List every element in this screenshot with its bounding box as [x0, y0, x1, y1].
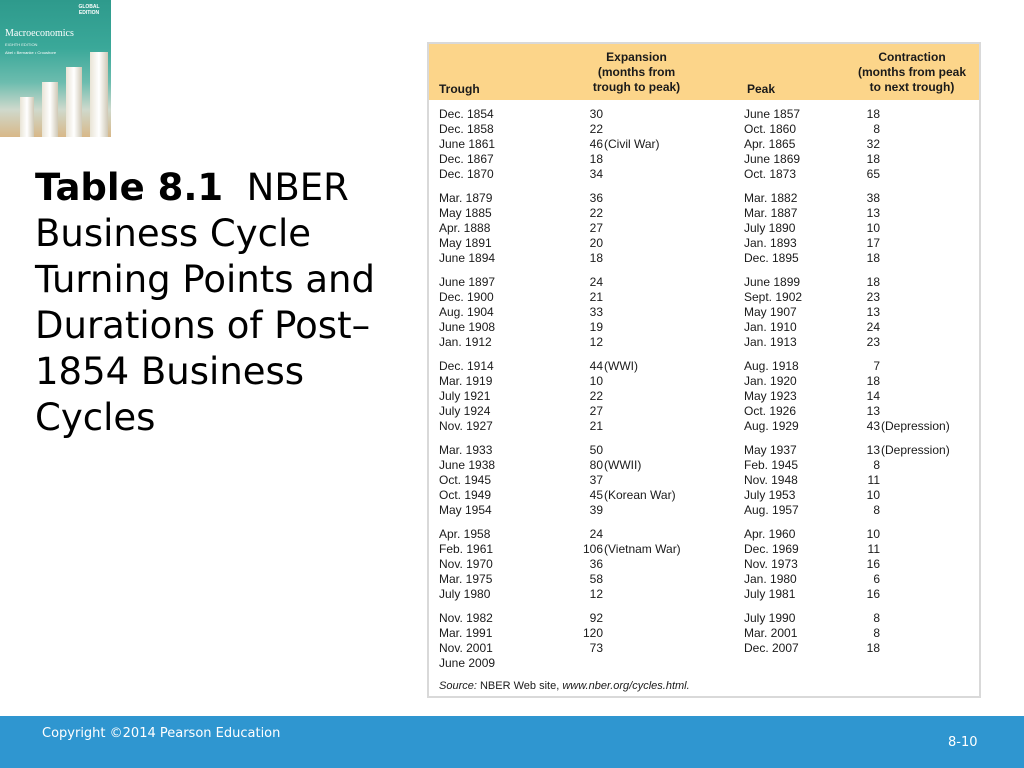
cell-contraction: 6 — [873, 572, 880, 586]
cell-trough: Apr. 1888 — [439, 221, 491, 235]
table-row-group — [429, 275, 979, 350]
cell-expansion: 20 — [589, 236, 603, 250]
cell-contraction-note: (Depression) — [881, 419, 950, 433]
table-row-group — [429, 107, 979, 182]
table-row — [429, 221, 979, 236]
cell-trough: Oct. 1945 — [439, 473, 492, 487]
cell-expansion: 21 — [589, 419, 603, 433]
cover-pillar — [66, 67, 82, 137]
cell-expansion: 120 — [582, 626, 603, 640]
cell-trough: June 1897 — [439, 275, 496, 289]
cell-expansion: 22 — [589, 122, 603, 136]
cell-peak: Feb. 1945 — [744, 458, 799, 472]
table-row — [429, 542, 979, 557]
cell-contraction: 13 — [866, 443, 880, 457]
cell-peak: June 1857 — [744, 107, 801, 121]
cell-trough: Aug. 1904 — [439, 305, 494, 319]
cell-expansion: 39 — [589, 503, 603, 517]
cell-trough: June 1894 — [439, 251, 496, 265]
cell-peak: May 1937 — [744, 443, 797, 457]
cell-trough: June 2009 — [439, 656, 496, 670]
table-row — [429, 359, 979, 374]
cell-expansion: 50 — [589, 443, 603, 457]
cell-contraction: 8 — [873, 458, 880, 472]
cell-contraction-note: (Depression) — [881, 443, 950, 457]
table-row — [429, 503, 979, 518]
cell-peak: Nov. 1973 — [744, 557, 798, 571]
cell-peak: Mar. 2001 — [744, 626, 798, 640]
cell-expansion: 34 — [589, 167, 603, 181]
cell-trough: Feb. 1961 — [439, 542, 494, 556]
cell-expansion: 24 — [589, 527, 603, 541]
cell-contraction: 10 — [866, 488, 880, 502]
cell-trough: Nov. 1982 — [439, 611, 493, 625]
cell-expansion: 21 — [589, 290, 603, 304]
slide-title-label: Table 8.1 — [35, 166, 224, 209]
table-row — [429, 167, 979, 182]
cell-peak: Oct. 1873 — [744, 167, 797, 181]
cell-trough: May 1885 — [439, 206, 492, 220]
cell-contraction: 16 — [866, 557, 880, 571]
cell-trough: Jan. 1912 — [439, 335, 492, 349]
source-text: NBER Web site, — [476, 680, 563, 692]
cell-expansion: 10 — [589, 374, 603, 388]
table-row — [429, 641, 979, 656]
cell-expansion: 58 — [589, 572, 603, 586]
cell-expansion: 92 — [589, 611, 603, 625]
book-authors: Abel • Bernanke • Croushore — [5, 50, 57, 55]
cell-expansion-note: (Civil War) — [604, 137, 660, 151]
cell-trough: Mar. 1933 — [439, 443, 493, 457]
cell-trough: Mar. 1879 — [439, 191, 493, 205]
cell-contraction: 8 — [873, 611, 880, 625]
cell-contraction: 13 — [866, 404, 880, 418]
cell-peak: Mar. 1887 — [744, 206, 798, 220]
table-row-group — [429, 443, 979, 518]
cell-contraction: 8 — [873, 122, 880, 136]
table-row-group — [429, 359, 979, 434]
cell-expansion: 27 — [589, 404, 603, 418]
cell-trough: July 1921 — [439, 389, 491, 403]
cell-peak: Nov. 1948 — [744, 473, 798, 487]
cell-peak: Aug. 1957 — [744, 503, 799, 517]
cell-peak: Jan. 1980 — [744, 572, 797, 586]
cell-peak: Mar. 1882 — [744, 191, 798, 205]
cell-contraction: 18 — [866, 251, 880, 265]
cell-peak: Jan. 1910 — [744, 320, 797, 334]
table-row — [429, 137, 979, 152]
cell-trough: Dec. 1867 — [439, 152, 494, 166]
cell-expansion: 33 — [589, 305, 603, 319]
cell-contraction: 13 — [866, 206, 880, 220]
cell-contraction: 24 — [866, 320, 880, 334]
cell-peak: Oct. 1860 — [744, 122, 797, 136]
header-contraction-line3: to next trough) — [869, 80, 955, 94]
table-row — [429, 389, 979, 404]
cell-trough: Mar. 1991 — [439, 626, 493, 640]
header-expansion-line3: trough to peak) — [592, 80, 681, 94]
cell-peak: June 1899 — [744, 275, 801, 289]
cell-trough: Nov. 2001 — [439, 641, 493, 655]
book-title: Macroeconomics — [5, 28, 74, 39]
cell-peak: July 1990 — [744, 611, 796, 625]
cell-trough: Dec. 1870 — [439, 167, 494, 181]
cell-trough: Nov. 1970 — [439, 557, 493, 571]
cell-trough: May 1954 — [439, 503, 492, 517]
cell-trough: Mar. 1975 — [439, 572, 493, 586]
cell-expansion: 18 — [589, 152, 603, 166]
cell-contraction: 11 — [867, 473, 880, 487]
cell-contraction: 18 — [866, 374, 880, 388]
table-row — [429, 626, 979, 641]
cell-expansion: 12 — [589, 335, 603, 349]
header-contraction-line1: Contraction — [878, 50, 946, 64]
cell-peak: Apr. 1960 — [744, 527, 796, 541]
cell-trough: Dec. 1854 — [439, 107, 494, 121]
cell-contraction: 18 — [866, 641, 880, 655]
table-row — [429, 557, 979, 572]
cell-contraction: 14 — [866, 389, 880, 403]
cell-trough: July 1980 — [439, 587, 491, 601]
cell-expansion: 37 — [589, 473, 603, 487]
cover-pillar — [20, 97, 34, 137]
cell-expansion: 45 — [589, 488, 603, 502]
cell-expansion: 106 — [582, 542, 603, 556]
cell-trough: July 1924 — [439, 404, 491, 418]
table-row — [429, 443, 979, 458]
cell-contraction: 8 — [873, 626, 880, 640]
cell-trough: Dec. 1858 — [439, 122, 494, 136]
cell-expansion: 80 — [589, 458, 603, 472]
cell-contraction: 18 — [866, 107, 880, 121]
table-row — [429, 488, 979, 503]
table-source — [439, 680, 690, 692]
copyright-text: Copyright ©2014 Pearson Education — [42, 726, 281, 741]
header-expansion — [579, 50, 694, 95]
header-expansion-line2: (months from — [597, 65, 676, 79]
cell-contraction: 18 — [866, 152, 880, 166]
cell-peak: Apr. 1865 — [744, 137, 796, 151]
cell-expansion: 22 — [589, 206, 603, 220]
cell-expansion-note: (WWII) — [604, 458, 642, 472]
table-row — [429, 275, 979, 290]
table-row-group — [429, 191, 979, 266]
header-contraction-line2: (months from peak — [857, 65, 966, 79]
cell-expansion-note: (WWI) — [604, 359, 638, 373]
cell-peak: Aug. 1929 — [744, 419, 799, 433]
cell-peak: May 1907 — [744, 305, 797, 319]
cell-contraction: 10 — [866, 221, 880, 235]
cell-expansion: 19 — [589, 320, 603, 334]
cell-trough: Mar. 1919 — [439, 374, 493, 388]
cell-expansion: 12 — [589, 587, 603, 601]
slide-footer — [0, 716, 1024, 768]
cell-expansion-note: (Korean War) — [604, 488, 676, 502]
business-cycle-table — [427, 42, 981, 698]
cell-peak: July 1981 — [744, 587, 796, 601]
cell-expansion: 27 — [589, 221, 603, 235]
header-contraction — [847, 50, 977, 95]
source-label: Source: — [439, 680, 477, 692]
cell-contraction: 16 — [866, 587, 880, 601]
cell-trough: Dec. 1914 — [439, 359, 494, 373]
table-row — [429, 251, 979, 266]
cell-peak: Aug. 1918 — [744, 359, 799, 373]
cell-trough: Dec. 1900 — [439, 290, 494, 304]
source-url: www.nber.org/cycles.html. — [562, 680, 690, 692]
cell-expansion: 36 — [589, 191, 603, 205]
table-row-group — [429, 611, 979, 671]
cell-peak: Dec. 1969 — [744, 542, 799, 556]
table-row — [429, 206, 979, 221]
table-row-group — [429, 527, 979, 602]
table-row — [429, 191, 979, 206]
cell-peak: Sept. 1902 — [744, 290, 803, 304]
cell-expansion: 22 — [589, 389, 603, 403]
table-row — [429, 419, 979, 434]
cell-peak: Jan. 1913 — [744, 335, 797, 349]
cell-trough: June 1938 — [439, 458, 496, 472]
table-row — [429, 236, 979, 251]
table-row — [429, 572, 979, 587]
cell-peak: Jan. 1893 — [744, 236, 797, 250]
cell-contraction: 18 — [866, 275, 880, 289]
table-row — [429, 107, 979, 122]
header-trough: Trough — [439, 82, 480, 96]
cell-contraction: 32 — [866, 137, 880, 151]
table-row — [429, 611, 979, 626]
cell-contraction: 7 — [873, 359, 880, 373]
cell-contraction: 43 — [866, 419, 880, 433]
cell-peak: July 1890 — [744, 221, 796, 235]
cell-trough: Oct. 1949 — [439, 488, 492, 502]
table-row — [429, 656, 979, 671]
book-cover-thumbnail — [0, 0, 111, 137]
cell-trough: June 1908 — [439, 320, 496, 334]
header-peak: Peak — [747, 82, 776, 96]
cell-contraction: 23 — [866, 335, 880, 349]
slide-title-text: NBER Business Cycle Turning Points and Durations of Post–1854 Business Cycles — [35, 166, 375, 439]
table-row — [429, 374, 979, 389]
book-edition: EIGHTH EDITION — [5, 42, 38, 47]
table-row — [429, 527, 979, 542]
cell-expansion: 73 — [589, 641, 603, 655]
header-expansion-line1: Expansion — [606, 50, 667, 64]
table-row — [429, 587, 979, 602]
cell-peak: Jan. 1920 — [744, 374, 797, 388]
cell-expansion: 44 — [589, 359, 603, 373]
cell-expansion: 30 — [589, 107, 603, 121]
cell-contraction: 17 — [866, 236, 880, 250]
cell-expansion: 36 — [589, 557, 603, 571]
table-body — [429, 107, 979, 680]
table-row — [429, 335, 979, 350]
table-row — [429, 458, 979, 473]
cell-peak: Oct. 1926 — [744, 404, 797, 418]
cell-peak: Dec. 1895 — [744, 251, 799, 265]
cell-contraction: 23 — [866, 290, 880, 304]
table-row — [429, 305, 979, 320]
table-row — [429, 152, 979, 167]
slide-title — [35, 165, 395, 441]
cell-peak: May 1923 — [744, 389, 797, 403]
cell-trough: June 1861 — [439, 137, 496, 151]
cell-peak: July 1953 — [744, 488, 796, 502]
cell-trough: Nov. 1927 — [439, 419, 493, 433]
cover-pillar — [90, 52, 108, 137]
cell-contraction: 8 — [873, 503, 880, 517]
cell-contraction: 13 — [866, 305, 880, 319]
cell-expansion-note: (Vietnam War) — [604, 542, 681, 556]
cell-contraction: 10 — [866, 527, 880, 541]
cover-pillar — [42, 82, 58, 137]
cell-contraction: 11 — [867, 542, 880, 556]
page-number: 8-10 — [948, 735, 978, 750]
cell-contraction: 38 — [866, 191, 880, 205]
table-row — [429, 122, 979, 137]
cell-expansion: 24 — [589, 275, 603, 289]
cell-trough: May 1891 — [439, 236, 492, 250]
cell-contraction: 65 — [866, 167, 880, 181]
table-header — [429, 44, 979, 100]
cell-expansion: 46 — [589, 137, 603, 151]
cell-trough: Apr. 1958 — [439, 527, 491, 541]
table-row — [429, 473, 979, 488]
cell-peak: June 1869 — [744, 152, 801, 166]
cell-expansion: 18 — [589, 251, 603, 265]
edition-badge: GLOBAL EDITION — [78, 4, 100, 16]
table-row — [429, 290, 979, 305]
table-row — [429, 404, 979, 419]
table-row — [429, 320, 979, 335]
cell-peak: Dec. 2007 — [744, 641, 799, 655]
